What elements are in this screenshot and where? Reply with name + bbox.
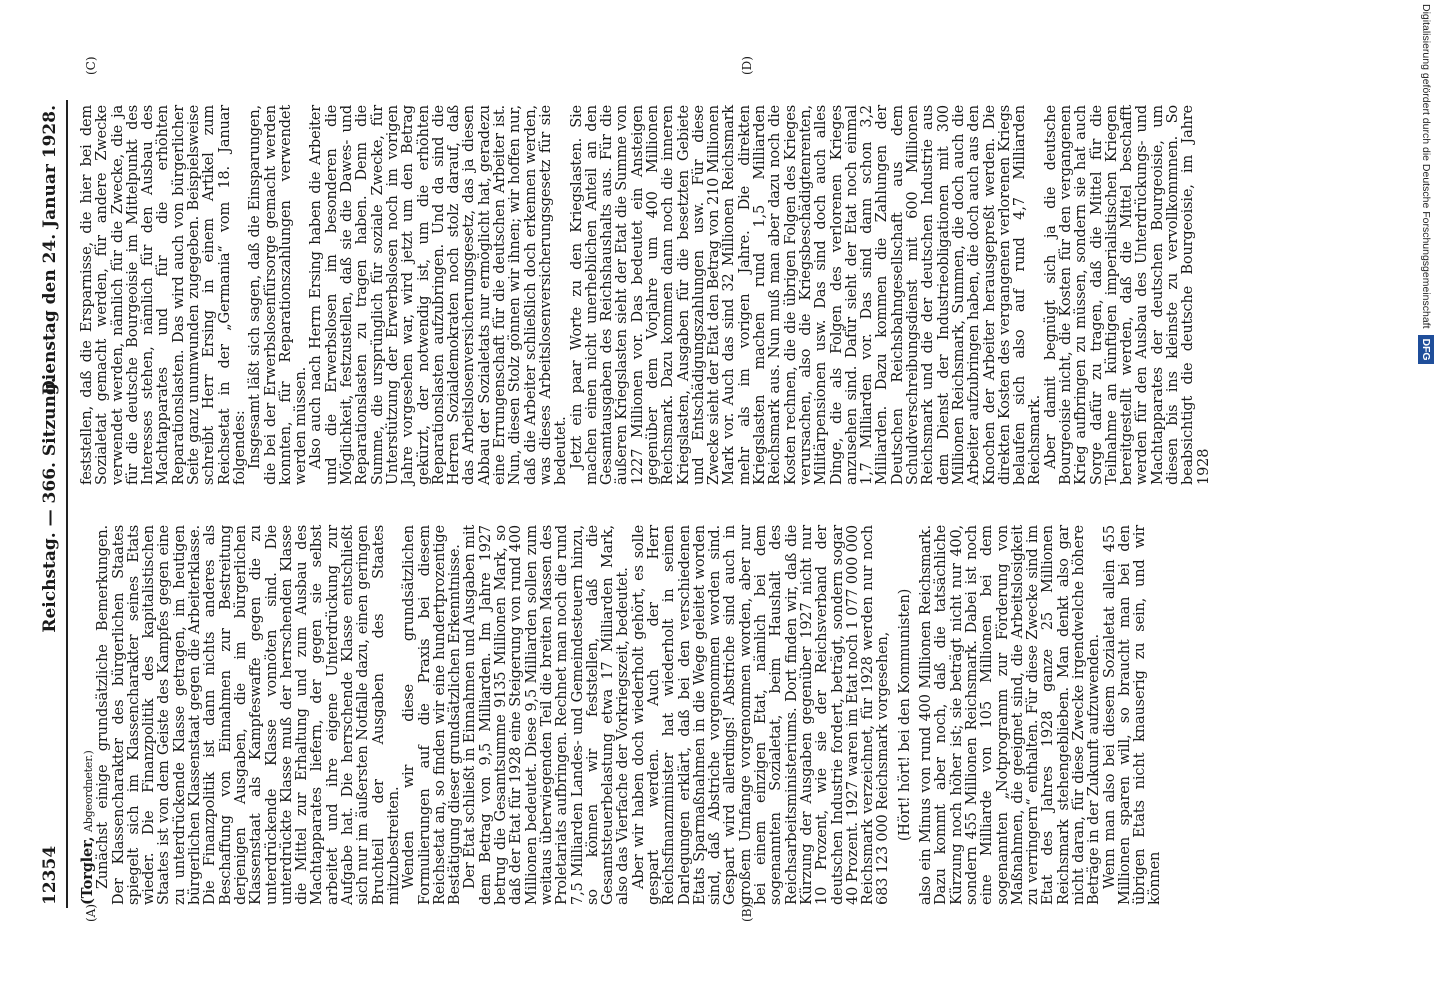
speaker-role: Abgeordneter.) (82, 750, 95, 833)
page-number: 12354 (40, 845, 60, 905)
interjection: (Hört! hört! bei den Kommunisten) (896, 588, 913, 842)
paragraph: Der Etat schließt in Einnahmen und Ausgaben mit dem Betrag von 9,5 Milliarden. Im Jahre 1927 betrug die Gesamtsumme 9135 Millionen Mark, so daß der Etat für 1928 eine Steigerung von rund 400 Millionen bedeutet. Diese 9,5 Milliarden sollen zum weitaus überwiegenden Teil die breiten Massen des Proletariats aufbringen. Rechnet man noch die rund 7,5 Milliarden Landes- und Gemeindesteuern hinzu, so können wir feststellen, daß die Gesamtsteuerbelastung etwa 17 Milliarden Mark, also das Vierfache der Vorkriegszeit, bedeutet. (462, 525, 632, 905)
header-date: Dienstag den 24. Januar 1928. (40, 105, 60, 395)
page-header (40, 105, 68, 905)
dfg-logo: DFG (1418, 335, 1434, 363)
paragraph: Wenden wir diese grundsätzlichen Formulierungen auf die Praxis bei diesem Reichsetat an, so finden wir eine hundertprozentige Bestätigung dieser grundsätzlichen Erkenntnisse. (401, 525, 464, 905)
paragraph: Aber wir haben doch wiederholt gehört, es solle gespart werden. Auch der Herr Reichsfinanzminister hat wiederholt in seinen Darlegungen erklärt, daß bei den verschiedenen Etats Sparmaßnahmen in die Wege geleitet worden sind, daß Abstriche vorgenommen worden sind. Gespart wird allerdings! Abstriche sind auch in großem Umfange vorgenommen worden, aber nur bei einem einzigen Etat, nämlich bei dem sogenannten Sozialetat, beim Haushalt des Reichsarbeitsministeriums. Dort finden wir, daß die Kürzung der Ausgaben gegenüber 1927 nicht nur 10 Prozent, wie sie der Reichsverband der deutschen Industrie fordert, beträgt, sondern sogar 40 Prozent. 1927 waren im Etat noch 1 077 000 000 Reichsmark verzeichnet, für 1928 werden nur noch 683 123 000 Reichsmark vorgesehen, (630, 525, 892, 905)
margin-marker-d: (D) (740, 56, 754, 75)
right-column (80, 105, 1212, 485)
left-column (80, 525, 1164, 905)
margin-marker-b: (B) (740, 903, 754, 922)
header-rule (66, 100, 68, 908)
paragraph: Jetzt ein paar Worte zu den Kriegslasten. Sie machen einen nicht unerheblichen Anteil an den Gesamtausgaben des Reichshaushalts aus. Für die äußeren Kriegslasten sieht der Etat die Summe von 1227 Millionen vor. Das bedeutet ein Ansteigen gegenüber dem Vorjahre um 400 Millionen Reichsmark. Dazu kommen dann noch die inneren Kriegslasten, Ausgaben für die besetzten Gebiete und Entschädigungszahlungen usw. Für diese Zwecke sieht der Etat den Betrag von 210 Millionen Mark vor. Auch das sind 32 Millionen Reichsmark mehr als im vorigen Jahre. Die direkten Kriegslasten machen rund 1,5 Milliarden Reichsmark aus. Nun muß man aber dazu noch die Kosten rechnen, die die übrigen Folgen des Krieges verursachen, also die Kriegsbeschädigtenrenten, Militärpensionen usw. Das sind doch auch alles Dinge, die als Folgen des verlorenen Krieges anzusehen sind. Dafür sieht der Etat noch einmal 1,7 Milliarden vor. Das sind dann schon 3,2 Milliarden. Dazu kommen die Zahlungen der Deutschen Reichsbahngesellschaft aus dem Schuldverschreibungsdienst mit 600 Millionen Reichsmark und die der deutschen Industrie aus dem Dienst der Industrieobligationen mit 300 Millionen Reichsmark, Summen, die doch auch die Arbeiter aufzubringen haben, die doch auch aus den Knochen der Arbeiter herausgepreßt werden. Die direkten Kosten des vergangenen verlorenen Kriegs belaufen sich also auf rund 4,7 Milliarden Reichsmark. (568, 105, 1044, 485)
margin-marker-c: (C) (84, 56, 98, 75)
paragraph: Zunächst einige grundsätzliche Bemerkungen. Der Klassencharakter des bürgerlichen Staates spiegelt sich im Klassencharakter seines Etats wieder. Die Finanzpolitik des kapitalistischen Staates ist von dem Geiste des Kampfes gegen eine zu unterdrückende Klasse getragen, im heutigen bürgerlichen Klassenstaat gegen die Arbeiterklasse. Die Finanzpolitik ist dann nichts anderes als Beschaffung von Einnahmen zur Bestreitung derjenigen Ausgaben, die im bürgerlichen Klassenstaat als Kampfeswaffe gegen die zu unterdrückende Klasse vonnöten sind. Die unterdrückte Klasse muß der herrschenden Klasse die Mittel zur Erhaltung und zum Ausbau des Machtapparates liefern, der gegen sie selbst arbeitet und ihre eigene Unterdrückung zur Aufgabe hat. Die herrschende Klasse entschließt sich nur im äußersten Notfalle dazu, einen geringen Bruchteil der Ausgaben des Staates mitzubestreiten. (95, 525, 402, 905)
paragraph: Wenn man also bei diesem Sozialetat allein 455 Millionen sparen will, so braucht man bei den übrigen Etats nicht knauserig zu sein, und wir können (1101, 525, 1164, 905)
running-title: Reichstag. — 366. Sitzung. (40, 377, 60, 633)
paragraph: Also auch nach Herrn Ersing haben die Arbeiter und die Erwerbslosen im besonderen die Möglichkeit, festzustellen, daß sie die Dawes- und Reparationslasten zu tragen haben. Denn die Summe, die ursprünglich für soziale Zwecke, für Unterstützung der Erwerbslosen noch im vorigen Jahre vorgesehen war, wird jetzt um den Betrag gekürzt, der notwendig ist, um die erhöhten Reparationslasten aufzubringen. Und da sind die Herren Sozialdemokraten noch stolz darauf, daß das Arbeitslosenversicherungsgesetz, das ja diesen Abbau der Sozialetats nur ermöglicht hat, geradezu eine Errungenschaft für die deutschen Arbeiter ist. Nun, diesen Stolz gönnen wir ihnen; wir hoffen nur, daß die Arbeiter schließlich doch erkennen werden, was dieses Arbeitslosenversicherungsgesetz für sie bedeutet. (308, 105, 570, 485)
paragraph: Aber damit begnügt sich ja die deutsche Bourgeoisie nicht, die Kosten für den vergangenen Krieg aufbringen zu müssen, sondern sie hat auch Sorge dafür zu tragen, daß die Mittel für die Teilnahme an künftigen imperialistischen Kriegen bereitgestellt werden, daß die Mittel beschafft werden für den Ausbau des Unterdrückungs- und Machtapparates der deutschen Bourgeoisie, um diesen bis ins kleinste zu vervollkommnen. So beabsichtigt die deutsche Bourgeoisie, im Jahre 1928 (1042, 105, 1212, 485)
quotation: Insgesamt läßt sich sagen, daß die Einsparungen, die bei der Erwerbslosenfürsorge gemacht werden konnten, für Reparationszahlungen verwendet werden müssen. (247, 105, 310, 485)
funding-note: Digitalisierung gefördert durch die Deutsche Forschungsgemeinschaft (1420, 4, 1432, 329)
paragraph: also ein Minus von rund 400 Millionen Reichsmark. Dazu kommt aber noch, daß die tatsächliche Kürzung noch höher ist; sie beträgt nicht nur 400, sondern 455 Millionen Reichsmark. Dabei ist noch eine Milliarde von 105 Millionen bei dem sogenannten „Notprogramm zur Förderung von Maßnahmen, die geeignet sind, die Arbeitslosigkeit zu verringern“ enthalten. Für diese Zwecke sind im Etat des Jahres 1928 ganze 25 Millionen Reichsmark stehengeblieben. Man denkt also gar nicht daran, für diese Zwecke irgendwelche höhere Beträge in der Zukunft aufzuwenden. (918, 525, 1103, 905)
paragraph: feststellen, daß die Ersparnisse, die hier bei dem Sozialetat gemacht werden, für andere Zwecke verwendet werden, nämlich für die Zwecke, die ja für die deutsche Bourgeoisie im Mittelpunkt des Interesses stehen, nämlich für den Ausbau des Machtapparates und für die erhöhten Reparationslasten. Das wird auch von bürgerlicher Seite ganz unumwunden zugegeben. Beispielsweise schreibt Herr Ersing in einem Artikel zum Reichsetat in der „Germania“ vom 18. Januar folgendes: (79, 105, 248, 485)
speaker-line (80, 525, 96, 905)
margin-marker-a: (A) (84, 903, 98, 922)
speaker-name: (Torgler, (79, 836, 96, 905)
funding-sidebar (1418, 4, 1434, 998)
